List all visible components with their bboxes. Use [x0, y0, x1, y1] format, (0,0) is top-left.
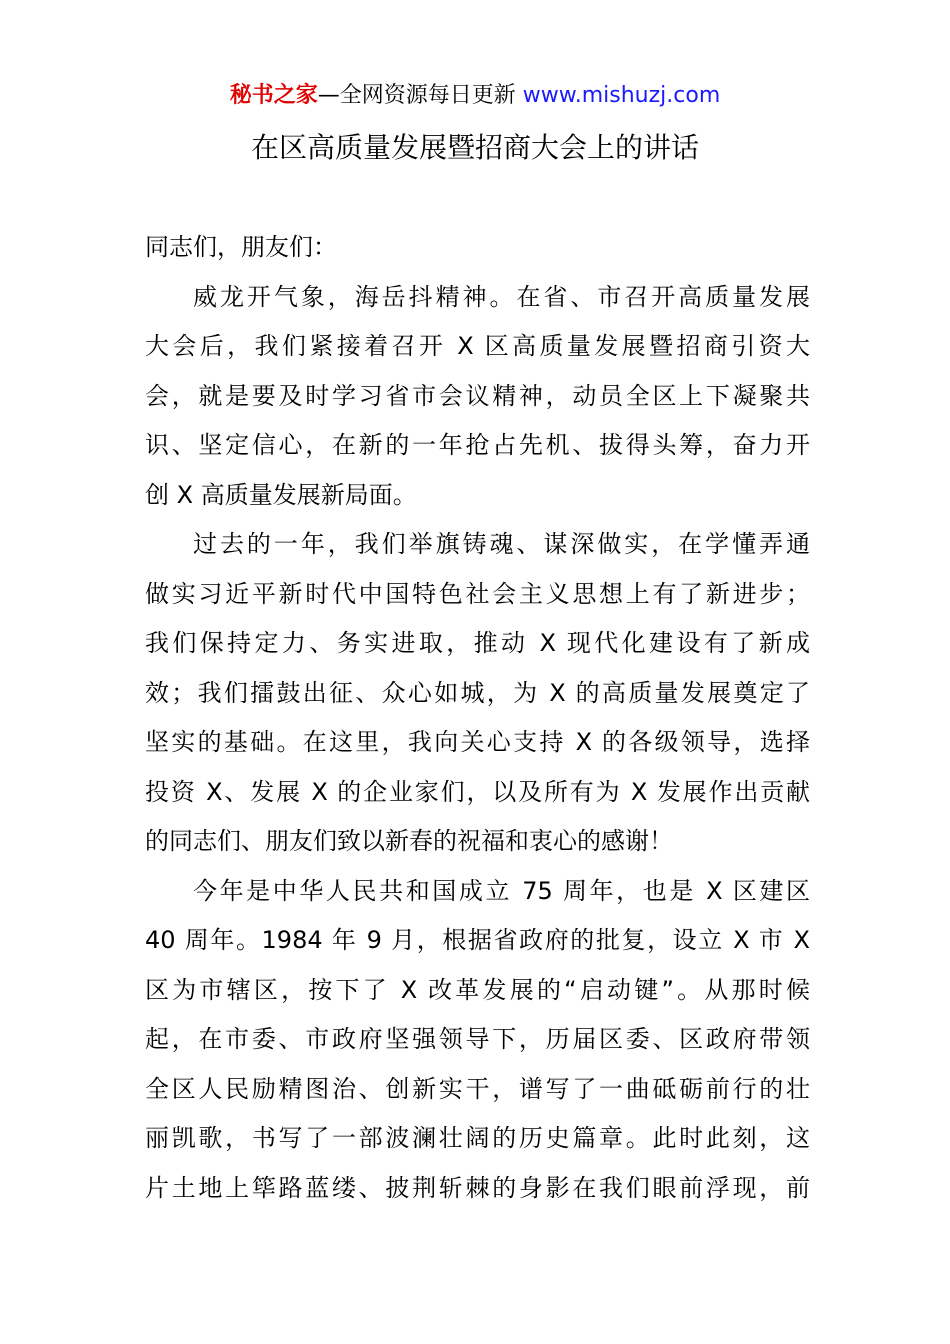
text-line: 全区人民励精图治、创新实干，谱写了一曲砥砺前行的壮 — [145, 1074, 810, 1103]
salutation: 同志们，朋友们： — [145, 233, 337, 261]
text-line: 丽凯歌，书写了一部波澜壮阔的历史篇章。此时此刻，这 — [145, 1124, 810, 1152]
text-line: 创 X 高质量发展新局面。 — [145, 480, 417, 509]
site-tagline: —全网资源每日更新 — [317, 83, 516, 108]
text-line: 识、坚定信心，在新的一年抢占先机、拔得头筹，奋力开 — [145, 431, 810, 459]
paragraph-1 — [145, 273, 810, 521]
text-line: 会，就是要及时学习省市会议精神，动员全区上下凝聚共 — [145, 381, 810, 410]
site-url-link[interactable]: www.mishuzj.com — [522, 83, 721, 108]
text-line: 威龙开气象，海岳抖精神。在省、市召开高质量发展 — [193, 282, 810, 311]
text-line: 起，在市委、市政府坚强领导下，历届区委、区政府带领 — [145, 1025, 810, 1053]
text-line: 区为市辖区，按下了 X 改革发展的“启动键”。从那时候 — [145, 975, 810, 1004]
site-header — [0, 80, 950, 112]
paragraph-3 — [145, 867, 810, 1214]
text-line: 做实习近平新时代中国特色社会主义思想上有了新进步； — [145, 579, 810, 608]
document-title: 在区高质量发展暨招商大会上的讲话 — [250, 131, 699, 164]
document-body — [145, 223, 810, 1213]
text-line: 效；我们擂鼓出征、众心如城，为 X 的高质量发展奠定了 — [145, 678, 810, 707]
text-line: 投资 X、发展 X 的企业家们，以及所有为 X 发展作出贡献 — [145, 777, 810, 806]
text-line: 坚实的基础。在这里，我向关心支持 X 的各级领导，选择 — [145, 728, 810, 756]
text-line: 大会后，我们紧接着召开 X 区高质量发展暨招商引资大 — [145, 332, 810, 360]
text-line: 的同志们、朋友们致以新春的祝福和衷心的感谢！ — [145, 827, 673, 855]
text-line: 我们保持定力、务实进取，推动 X 现代化建设有了新成 — [145, 629, 810, 657]
paragraph-2 — [145, 520, 810, 867]
site-brand: 秘书之家 — [229, 83, 318, 108]
text-line: 片土地上筚路蓝缕、披荆斩棘的身影在我们眼前浮现，前 — [145, 1173, 810, 1202]
text-line: 今年是中华人民共和国成立 75 周年，也是 X 区建区 — [193, 876, 810, 905]
text-line: 过去的一年，我们举旗铸魂、谋深做实，在学懂弄通 — [193, 530, 810, 558]
text-line: 40 周年。1984 年 9 月，根据省政府的批复，设立 X 市 X — [145, 926, 810, 954]
